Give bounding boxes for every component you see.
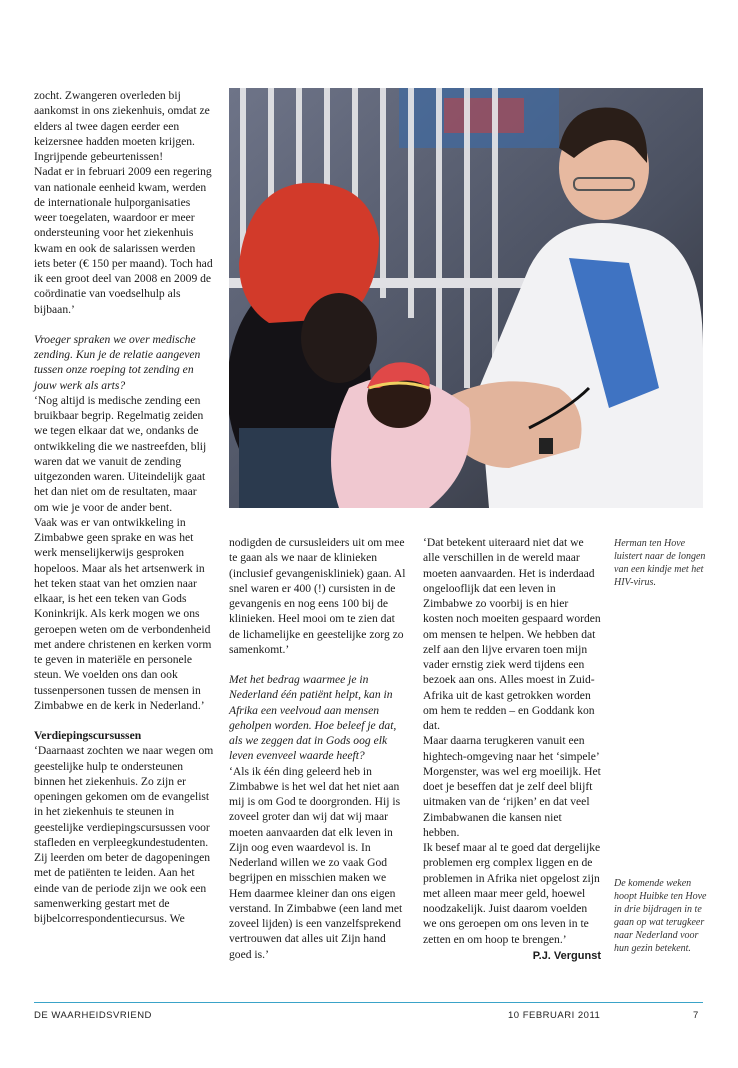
article-column-2 [229, 535, 407, 962]
interview-question: Vroeger spraken we over medische zending. Kun je de relatie aangeven tussen onze roeping tot zending en jouw werk als arts? [34, 332, 201, 392]
issue-date: 10 FEBRUARI 2011 [508, 1010, 601, 1021]
article-column-1 [34, 88, 214, 926]
paragraph: ‘Nog altijd is medische zending een bruikbaar begrip. Regelmatig zeiden we tegen elkaar dat we, ondanks de ontwikkeling die we nastreefden, blij waren dat we vanuit de zending uitgezonden waren. Uiteindelijk gaat het dan niet om de resultaten, maar om wie je voor de ander bent. [34, 393, 207, 514]
page-number: 7 [693, 1010, 699, 1021]
paragraph: ‘Als ik één ding geleerd heb in Zimbabwe is het wel dat het niet aan mij is om God te doorgronden. Hij is zoveel groter dan wij dat wij maar moeten aanvaarden dat elk leven in Zijn oog even waardevol is. In Nederland willen we zo vaak God begrijpen en misschien maken we Hem daarmee kleiner dan ons eigen verstand. In Zimbabwe (een land met zoveel lijden) is een vanzelfsprekend vertrouwen dat alles uit Zijn hand goed is.’ [229, 764, 403, 961]
paragraph: nodigden de cursusleiders uit om mee te gaan als we naar de klinieken (inclusief gevangeniskliniek) gaan. Al snel waren er 400 (!) cursisten in de gevangenis en nog eens 100 bij de klinieken. Heel mooi om te zien dat de lichamelijke en geestelijke zorg zo samenkomt.’ [229, 536, 406, 656]
article-photo [229, 88, 703, 508]
subheading: Verdiepingscursussen [34, 729, 142, 742]
paragraph: zocht. Zwangeren overleden bij aankomst in ons ziekenhuis, omdat ze elders al twee dagen eerder een keizersnee hadden moeten krijgen. Ingrijpende gebeurtenissen! [34, 89, 210, 163]
paragraph: ‘Dat betekent uiteraard niet dat we alle verschillen in de wereld maar moeten aanvaarden. Het is inderdaad ongelooflijk dat een leven in Zimbabwe zo voorbij is en hier kosten noch moeiten gespaard worden om mensen te helpen. We hebben dat zelf aan den lijve ervaren toen mijn vader ernstig ziek werd tijdens een bezoek aan ons. Alles moest in Zuid-Afrika uit de kast getrokken worden om hem te redden – en Goddank kon dat. [423, 536, 601, 732]
series-note-caption: De komende weken hoopt Huibke ten Hove in drie bijdragen in te gaan op wat terugkeer naar Nederland voor hun gezin betekent. [614, 878, 707, 954]
interview-question: Met het bedrag waarmee je in Nederland één patiënt helpt, kan in Afrika een veelvoud aan mensen geholpen worden. Hoe beleef je dat, als we zeggen dat in Gods oog elk leven evenveel waarde heeft? [229, 673, 397, 763]
author-byline: P.J. Vergunst [532, 949, 601, 962]
paragraph: ‘Daarnaast zochten we naar wegen om geestelijke hulp te ondersteunen binnen het ziekenhuis. Zo zijn er openingen gekomen om de evangelist in het ziekenhuis te steunen in geestelijke verdiepingscursussen voor stafleden en verpleegkundestudenten. Zij leerden om beter de dagopeningen met de patiënten te leiden. Aan het einde van de periode zijn we ook een samenwerking gestart met de bijbelcorrespondentiecursus. We [34, 744, 214, 925]
footer-rule [34, 1002, 703, 1003]
paragraph: Ik besef maar al te goed dat dergelijke problemen erg complex liggen en de problemen in Afrika niet opgelost zijn met alleen maar meer geld, hoewel noodzakelijk. Juist daarom voelden we ons geroepen om ons leven in te zetten en om hoop te brengen.’ [423, 841, 601, 946]
photo-caption: Herman ten Hove luistert naar de longen van een kindje met het HIV-virus. [614, 538, 706, 588]
paragraph: Maar daarna terugkeren vanuit een hightech-omgeving naar het ‘simpele’ Morgenster, was wel erg moeilijk. Het doet je beseffen dat je zelf deel blijft uitmaken van de ‘rijken’ en dat veel Zimbabwanen die kansen niet hebben. [423, 734, 601, 839]
paragraph: Nadat er in februari 2009 een regering van nationale eenheid kwam, werden de internationale hulporganisaties weer toegelaten, waardoor er meer ondersteuning voor het ziekenhuis kwam en ook de salarissen werden iets beter (€ 150 per maand). Toch had ik een groot deel van 2008 en 2009 de coördinatie van voedselhulp als bijbaan.’ [34, 165, 213, 316]
paragraph: Vaak was er van ontwikkeling in Zimbabwe geen sprake en was het werk menselijkerwijs gesproken hopeloos. Maar als het artsenwerk in het teken staat van het omzien naar elkaar, is het een teken van Gods Koninkrijk. Als kerk mogen we ons geroepen weten om de verbondenheid met andere christenen en kerken vorm te geven in materiële en personele steun. We voelden ons dan ook tussenpersonen tussen de mensen in Zimbabwe en de kerk in Nederland.’ [34, 515, 212, 712]
article-column-3 [423, 535, 601, 964]
publication-name: DE WAARHEIDSVRIEND [34, 1010, 152, 1021]
